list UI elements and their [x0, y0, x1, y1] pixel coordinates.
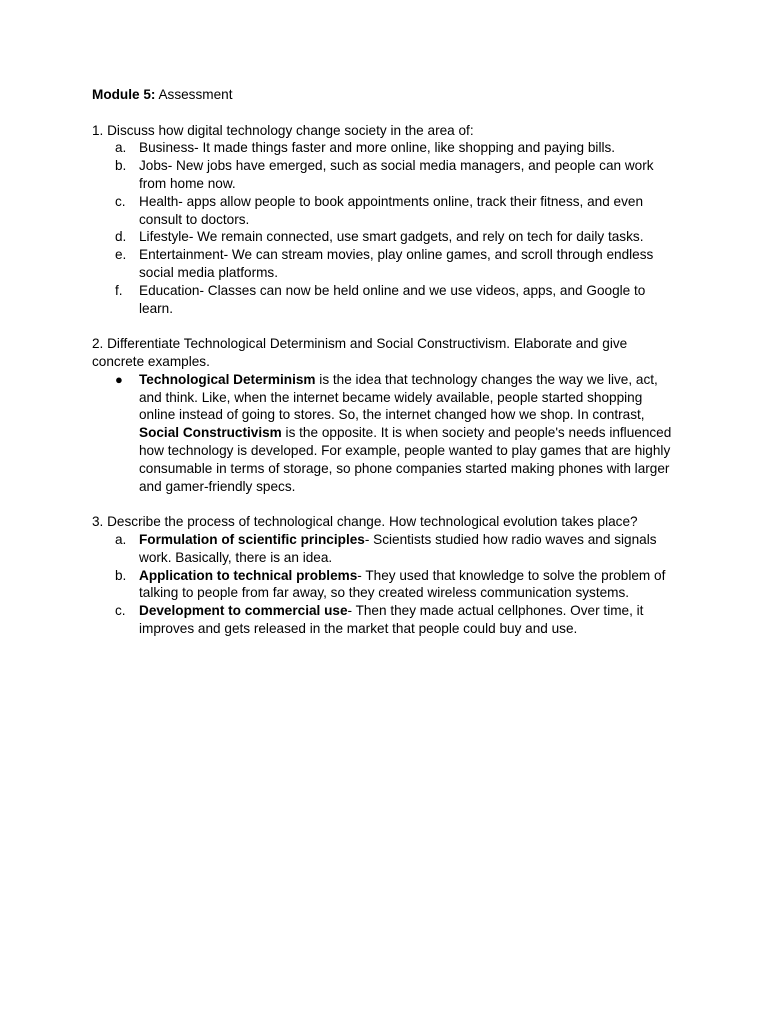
- question-3: 3. Describe the process of technological change. How technological evolution takes place?: [92, 514, 638, 530]
- list-item-text: Lifestyle- We remain connected, use smart gadgets, and rely on tech for daily tasks.: [139, 229, 644, 245]
- list-marker: d.: [115, 229, 127, 245]
- bullet-icon: ●: [115, 371, 123, 387]
- list-item-text: Health- apps allow people to book appointments online, track their fitness, and even consult to doctors.: [139, 193, 644, 227]
- list-item: [92, 193, 682, 229]
- list-item-term: Development to commercial use: [139, 603, 348, 619]
- list-marker: c.: [115, 193, 126, 209]
- term-technological-determinism: Technological Determinism: [139, 371, 316, 387]
- list-item-term: Application to technical problems: [139, 567, 358, 583]
- list-item-text: Jobs- New jobs have emerged, such as social media managers, and people can work from home now.: [139, 158, 654, 191]
- list-item: [92, 228, 682, 246]
- list-item-text: - They used that knowledge to solve the problem of talking to people from far away, so they created wireless communication systems.: [139, 567, 666, 601]
- spacer: [92, 495, 682, 513]
- list-item: [92, 246, 682, 282]
- title-bold: Module 5:: [92, 87, 156, 102]
- list-marker: a.: [115, 531, 127, 547]
- bullet-item: [92, 371, 682, 496]
- list-item-text: - Scientists studied how radio waves and signals work. Basically, there is an idea.: [139, 531, 657, 565]
- list-item: [92, 602, 682, 638]
- list-item-text: Business- It made things faster and more online, like shopping and paying bills.: [139, 140, 616, 156]
- question-1: 1. Discuss how digital technology change society in the area of:: [92, 122, 474, 138]
- bullet-text-part-1: is the idea that technology changes the way we live, act, and think. Like, when the internet became widely available, people started shopping online instead of going to stores. So, the internet changed how we shop. In contrast,: [139, 371, 658, 423]
- list-marker: a.: [115, 140, 127, 156]
- term-social-constructivism: Social Constructivism: [139, 425, 282, 441]
- question-1-list: [92, 139, 682, 317]
- list-item-text: - Then they made actual cellphones. Over time, it improves and gets released in the market that people could buy and use.: [139, 603, 644, 636]
- list-item: [92, 157, 682, 193]
- spacer: [92, 317, 682, 335]
- list-item-text: Entertainment- We can stream movies, play online games, and scroll through endless social media platforms.: [139, 247, 654, 280]
- list-item: [92, 567, 682, 603]
- list-item: [92, 139, 682, 157]
- list-marker: b.: [115, 158, 127, 174]
- question-3-list: [92, 531, 682, 638]
- list-item: [92, 531, 682, 567]
- title-text: Assessment: [155, 87, 233, 102]
- list-item-text: Education- Classes can now be held online and we use videos, apps, and Google to learn.: [139, 282, 646, 316]
- question-2: 2. Differentiate Technological Determinism and Social Constructivism. Elaborate and give concrete examples.: [92, 336, 628, 369]
- list-marker: f.: [115, 282, 123, 298]
- page-title: [92, 86, 682, 104]
- list-item-term: Formulation of scientific principles: [139, 531, 365, 547]
- document-content: [92, 86, 682, 638]
- list-marker: e.: [115, 247, 127, 263]
- bullet-text-part-2: is the opposite. It is when society and people's needs influenced how technology is developed. For example, people wanted to play games that are highly consumable in terms of storage, so phone companies started making phones with larger and gamer-friendly specs.: [139, 425, 672, 494]
- list-marker: c.: [115, 603, 126, 619]
- list-item: [92, 282, 682, 318]
- list-marker: b.: [115, 567, 127, 583]
